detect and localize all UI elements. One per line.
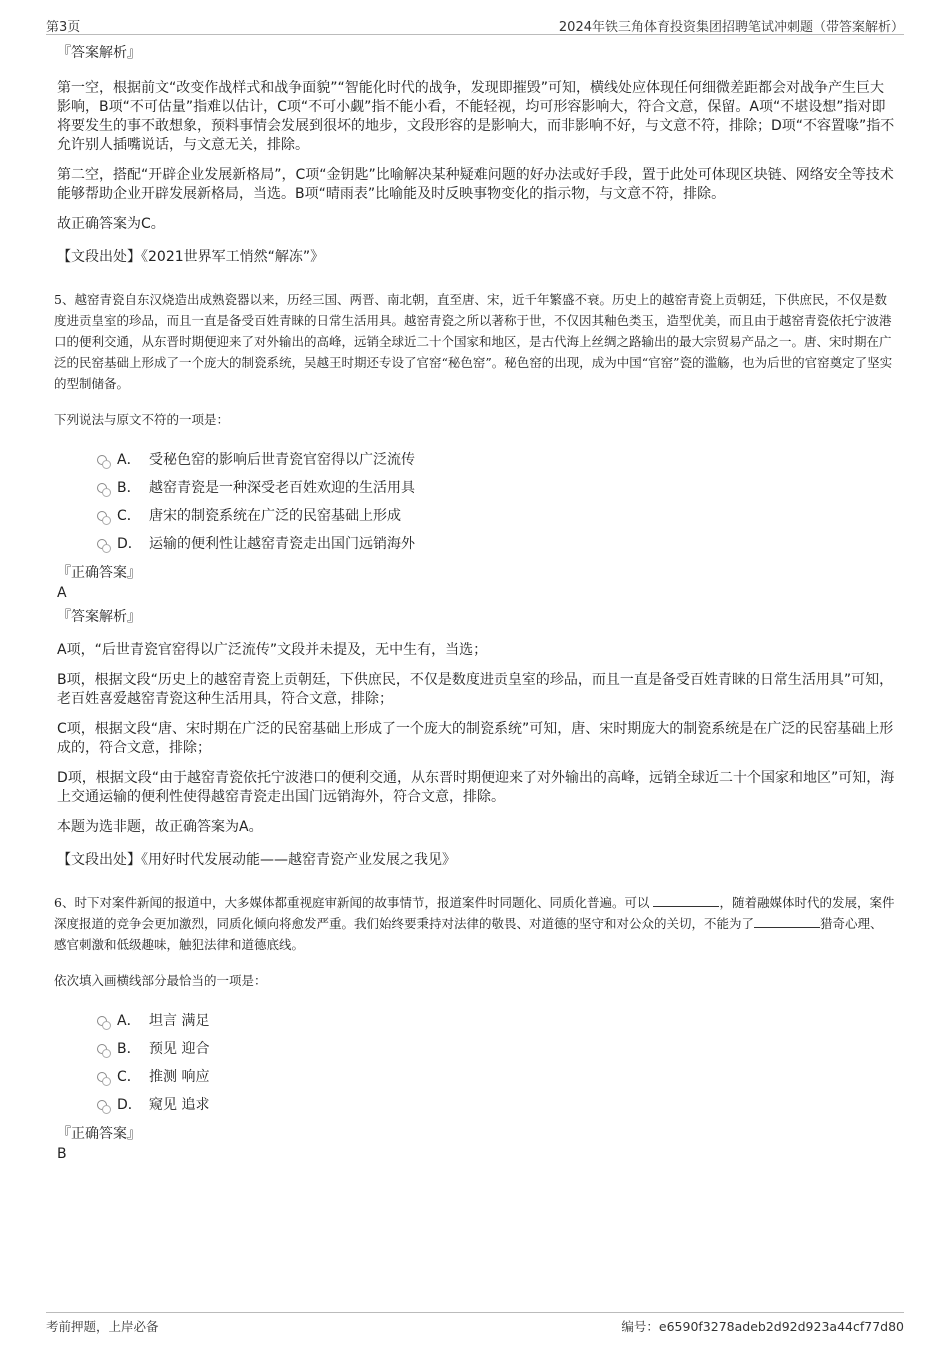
option-c[interactable] bbox=[97, 1063, 895, 1091]
correct-answer-label: 『正确答案』 bbox=[57, 565, 141, 581]
correct-answer bbox=[57, 564, 895, 602]
source-citation: 【文段出处】《用好时代发展动能——越窑青瓷产业发展之我见》 bbox=[57, 852, 456, 868]
option-text: 运输的便利性让越窑青瓷走出国门远销海外 bbox=[149, 536, 415, 552]
radio-icon[interactable] bbox=[97, 1016, 107, 1026]
correct-answer bbox=[57, 1125, 895, 1163]
option-letter: D． bbox=[117, 1097, 142, 1113]
option-letter: D． bbox=[117, 536, 142, 552]
analysis-paragraph: 第二空，搭配“开辟企业发展新格局”，C项“金钥匙”比喻解决某种疑难问题的好办法或好手段，置于此处可体现区块链、网络安全等技术能够帮助企业开辟发展新格局，当选。B项“晴雨表”比喻能及时反映事物变化的指示物，与文意不符，排除。 bbox=[57, 167, 894, 202]
document-title: 2024年铁三角体育投资集团招聘笔试冲刺题（带答案解析） bbox=[558, 20, 904, 35]
option-a[interactable] bbox=[97, 1007, 895, 1035]
analysis-conclusion: 本题为选非题，故正确答案为A。 bbox=[57, 819, 263, 835]
option-text: 窥见 追求 bbox=[149, 1097, 210, 1113]
option-c[interactable] bbox=[97, 502, 895, 530]
radio-icon[interactable] bbox=[97, 511, 107, 521]
correct-answer-value: B bbox=[57, 1146, 67, 1162]
radio-icon[interactable] bbox=[97, 1100, 107, 1110]
option-letter: C． bbox=[117, 1069, 141, 1085]
page-content bbox=[54, 44, 895, 1169]
option-letter: A． bbox=[117, 1013, 141, 1029]
option-letter: B． bbox=[117, 1041, 141, 1057]
question-stem: 5、越窑青瓷自东汉烧造出成熟瓷器以来，历经三国、两晋、南北朝，直至唐、宋，近千年繁盛不衰。历史上的越窑青瓷上贡朝廷，下供庶民，不仅是数度进贡皇室的珍品，而且一直是备受百姓青睐的日常生活用具。越窑青瓷之所以著称于世，不仅因其釉色类玉，造型优美，而且由于越窑青瓷依托宁波港口的便利交通，从东晋时期便迎来了对外输出的高峰，远销全球近二十个国家和地区，是古代海上丝绸之路输出的最大宗贸易产品之一。唐、宋时期在广泛的民窑基础上形成了一个庞大的制瓷系统，吴越王时期还专设了官窑“秘色窑”。秘色窑的出现，成为中国“官窑”瓷的滥觞，也为后世的官窑奠定了坚实的型制储备。 bbox=[54, 292, 893, 391]
analysis-paragraph: B项，根据文段“历史上的越窑青瓷上贡朝廷，下供庶民，不仅是数度进贡皇室的珍品，而且一直是备受百姓青睐的日常生活用具”可知，老百姓喜爱越窑青瓷这种生活用具，符合文意，排除； bbox=[57, 672, 894, 707]
source-citation: 【文段出处】《2021世界军工悄然“解冻”》 bbox=[57, 249, 325, 265]
analysis-paragraph: C项，根据文段“唐、宋时期在广泛的民窑基础上形成了一个庞大的制瓷系统”可知，唐、宋时期庞大的制瓷系统是在广泛的民窑基础上形成的，符合文意，排除； bbox=[57, 721, 894, 756]
radio-icon[interactable] bbox=[97, 1072, 107, 1082]
analysis-paragraph: A项，“后世青瓷官窑得以广泛流传”文段并未提及，无中生有，当选； bbox=[57, 642, 488, 658]
page-header bbox=[46, 14, 904, 35]
radio-icon[interactable] bbox=[97, 539, 107, 549]
radio-icon[interactable] bbox=[97, 455, 107, 465]
option-text: 推测 响应 bbox=[149, 1069, 210, 1085]
document-code: 编号：e6590f3278adeb2d92d923a44cf77d80 bbox=[621, 1319, 904, 1334]
options-list bbox=[97, 446, 895, 558]
radio-icon[interactable] bbox=[97, 1044, 107, 1054]
question-stem bbox=[54, 892, 895, 955]
analysis-label: 『答案解析』 bbox=[57, 45, 141, 61]
options-list bbox=[97, 1007, 895, 1119]
option-text: 坦言 满足 bbox=[149, 1013, 210, 1029]
page-footer bbox=[46, 1312, 904, 1335]
option-d[interactable] bbox=[97, 530, 895, 558]
option-d[interactable] bbox=[97, 1091, 895, 1119]
option-a[interactable] bbox=[97, 446, 895, 474]
option-text: 受秘色窑的影响后世青瓷官窑得以广泛流传 bbox=[149, 452, 415, 468]
option-b[interactable] bbox=[97, 1035, 895, 1063]
prev-question-analysis bbox=[57, 44, 895, 267]
page-number: 第3页 bbox=[46, 20, 81, 35]
correct-answer-value: A bbox=[57, 585, 67, 601]
analysis-label: 『答案解析』 bbox=[57, 609, 141, 625]
option-letter: A． bbox=[117, 452, 141, 468]
radio-icon[interactable] bbox=[97, 483, 107, 493]
stem-text: 猎奇心理、感官刺激和低级趣味，触犯法律和道德底线。 bbox=[54, 916, 883, 952]
fill-blank bbox=[754, 915, 820, 928]
analysis-paragraph: 第一空，根据前文“改变作战样式和战争面貌”“智能化时代的战争，发现即摧毁”可知，横线处应体现任何细微差距都会对战争产生巨大影响，B项“不可估量”指难以估计，C项“不可小觑”指不能小看，不能轻视，均可形容影响大，符合文意，保留。A项“不堪设想”指对即将要发生的事不敢想象，预料事情会发展到很坏的地步，文段形容的是影响大，而非影响不好，与文意不符，排除；D项“不容置喙”指不允许别人插嘴说话，与文意无关，排除。 bbox=[57, 80, 895, 153]
question-prompt: 依次填入画横线部分最恰当的一项是： bbox=[54, 973, 267, 988]
question-6 bbox=[54, 892, 895, 1163]
stem-text: ，随着融媒体时代的发展，案件深度报道的竞争会更加激烈，同质化倾向将愈发严重。我们始终要秉持对法律的敬畏、对道德的坚守和对公众的关切，不能为了 bbox=[54, 895, 895, 931]
option-text: 预见 迎合 bbox=[149, 1041, 210, 1057]
question-5 bbox=[54, 289, 895, 870]
question-prompt: 下列说法与原文不符的一项是： bbox=[54, 412, 230, 427]
analysis-conclusion: 故正确答案为C。 bbox=[57, 216, 165, 232]
fill-blank bbox=[653, 894, 719, 907]
stem-text: 6、时下对案件新闻的报道中，大多媒体都重视庭审新闻的故事情节，报道案件时同题化、同质化普遍。可以 bbox=[54, 895, 650, 910]
option-letter: C． bbox=[117, 508, 141, 524]
footer-slogan: 考前押题，上岸必备 bbox=[46, 1319, 159, 1334]
option-letter: B． bbox=[117, 480, 141, 496]
analysis-paragraph: D项，根据文段“由于越窑青瓷依托宁波港口的便利交通，从东晋时期便迎来了对外输出的高峰，远销全球近二十个国家和地区”可知，海上交通运输的便利性使得越窑青瓷走出国门远销海外，符合文意，排除。 bbox=[57, 770, 895, 805]
correct-answer-label: 『正确答案』 bbox=[57, 1126, 141, 1142]
option-text: 越窑青瓷是一种深受老百姓欢迎的生活用具 bbox=[149, 480, 415, 496]
option-b[interactable] bbox=[97, 474, 895, 502]
option-text: 唐宋的制瓷系统在广泛的民窑基础上形成 bbox=[149, 508, 401, 524]
